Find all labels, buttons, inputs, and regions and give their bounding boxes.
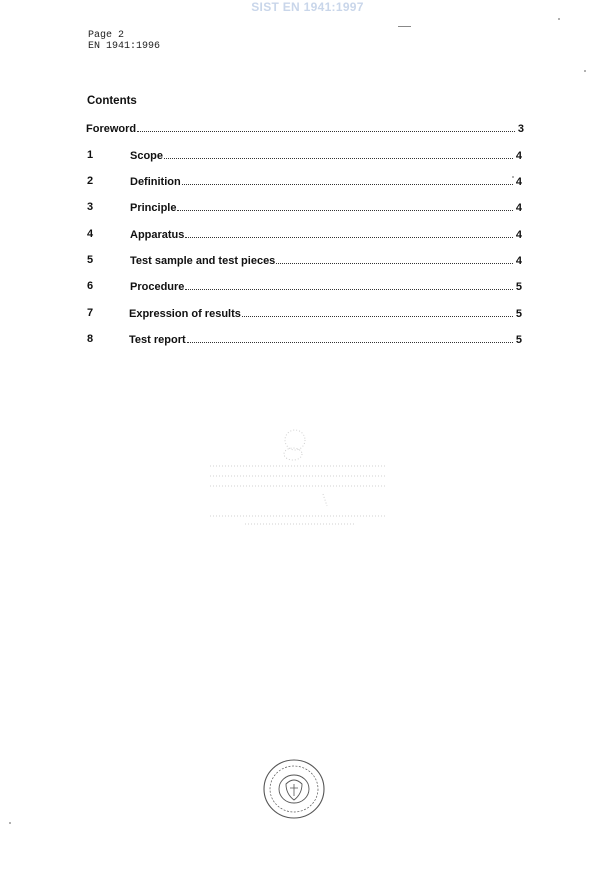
toc-number: 1 xyxy=(87,149,94,161)
toc-number: 5 xyxy=(87,254,94,266)
toc-entry xyxy=(130,201,522,214)
toc-entry xyxy=(130,175,522,188)
toc-entry xyxy=(129,333,522,346)
toc-label: Scope xyxy=(130,150,164,162)
toc-row-scope[interactable] xyxy=(0,149,615,165)
dot-leader xyxy=(137,122,515,132)
dot-leader xyxy=(182,175,513,185)
page-number: Page 2 xyxy=(88,30,125,41)
toc-row-apparatus[interactable] xyxy=(0,228,615,244)
scan-speck xyxy=(558,18,560,20)
toc-row-procedure[interactable] xyxy=(0,280,615,296)
page-header xyxy=(88,30,160,52)
toc-row-definition[interactable] xyxy=(0,175,615,191)
toc-page: 4 xyxy=(515,176,522,188)
toc-page: 4 xyxy=(515,150,522,162)
dot-leader xyxy=(185,228,513,238)
scan-speck xyxy=(512,176,514,178)
toc-page: 4 xyxy=(515,202,522,214)
dot-leader xyxy=(242,307,513,317)
dot-leader xyxy=(185,280,513,290)
toc-row-expression[interactable] xyxy=(0,307,615,323)
toc-page: 5 xyxy=(515,281,522,293)
toc-entry xyxy=(130,228,522,241)
toc-label: Foreword xyxy=(86,123,137,135)
toc-entry xyxy=(86,122,524,135)
toc-label: Procedure xyxy=(130,281,185,293)
toc-label: Test sample and test pieces xyxy=(130,255,276,267)
contents-title: Contents xyxy=(87,95,137,107)
faint-seal-impression xyxy=(205,424,395,534)
dot-leader xyxy=(276,254,513,264)
toc-label: Principle xyxy=(130,202,177,214)
toc-entry xyxy=(130,280,522,293)
toc-number: 2 xyxy=(87,175,94,187)
dot-leader xyxy=(164,149,513,159)
scan-speck xyxy=(584,70,586,72)
toc-entry xyxy=(130,254,522,267)
toc-row-principle[interactable] xyxy=(0,201,615,217)
toc-row-test-sample[interactable] xyxy=(0,254,615,270)
toc-page: 5 xyxy=(515,308,522,320)
standard-number: EN 1941:1996 xyxy=(88,41,161,52)
toc-entry xyxy=(129,307,522,320)
toc-label: Expression of results xyxy=(129,308,241,320)
toc-page: 3 xyxy=(517,123,524,135)
scan-speck xyxy=(9,822,11,824)
document-watermark: SIST EN 1941:1997 xyxy=(251,0,364,14)
toc-label: Apparatus xyxy=(130,229,185,241)
toc-number: 4 xyxy=(87,228,94,240)
toc-number: 7 xyxy=(87,307,94,319)
toc-page: 4 xyxy=(515,255,522,267)
toc-label: Definition xyxy=(130,176,181,188)
dot-leader xyxy=(187,333,513,343)
toc-number: 6 xyxy=(87,280,94,292)
toc-row-foreword[interactable] xyxy=(0,122,615,138)
toc-number: 8 xyxy=(87,333,94,345)
toc-number: 3 xyxy=(87,201,94,213)
scan-mark xyxy=(398,26,411,27)
toc-label: Test report xyxy=(129,334,186,346)
toc-row-test-report[interactable] xyxy=(0,333,615,349)
dot-leader xyxy=(177,201,513,211)
toc-page: 4 xyxy=(515,229,522,241)
toc-page: 5 xyxy=(515,334,522,346)
toc-entry xyxy=(130,149,522,162)
round-stamp xyxy=(262,758,326,820)
